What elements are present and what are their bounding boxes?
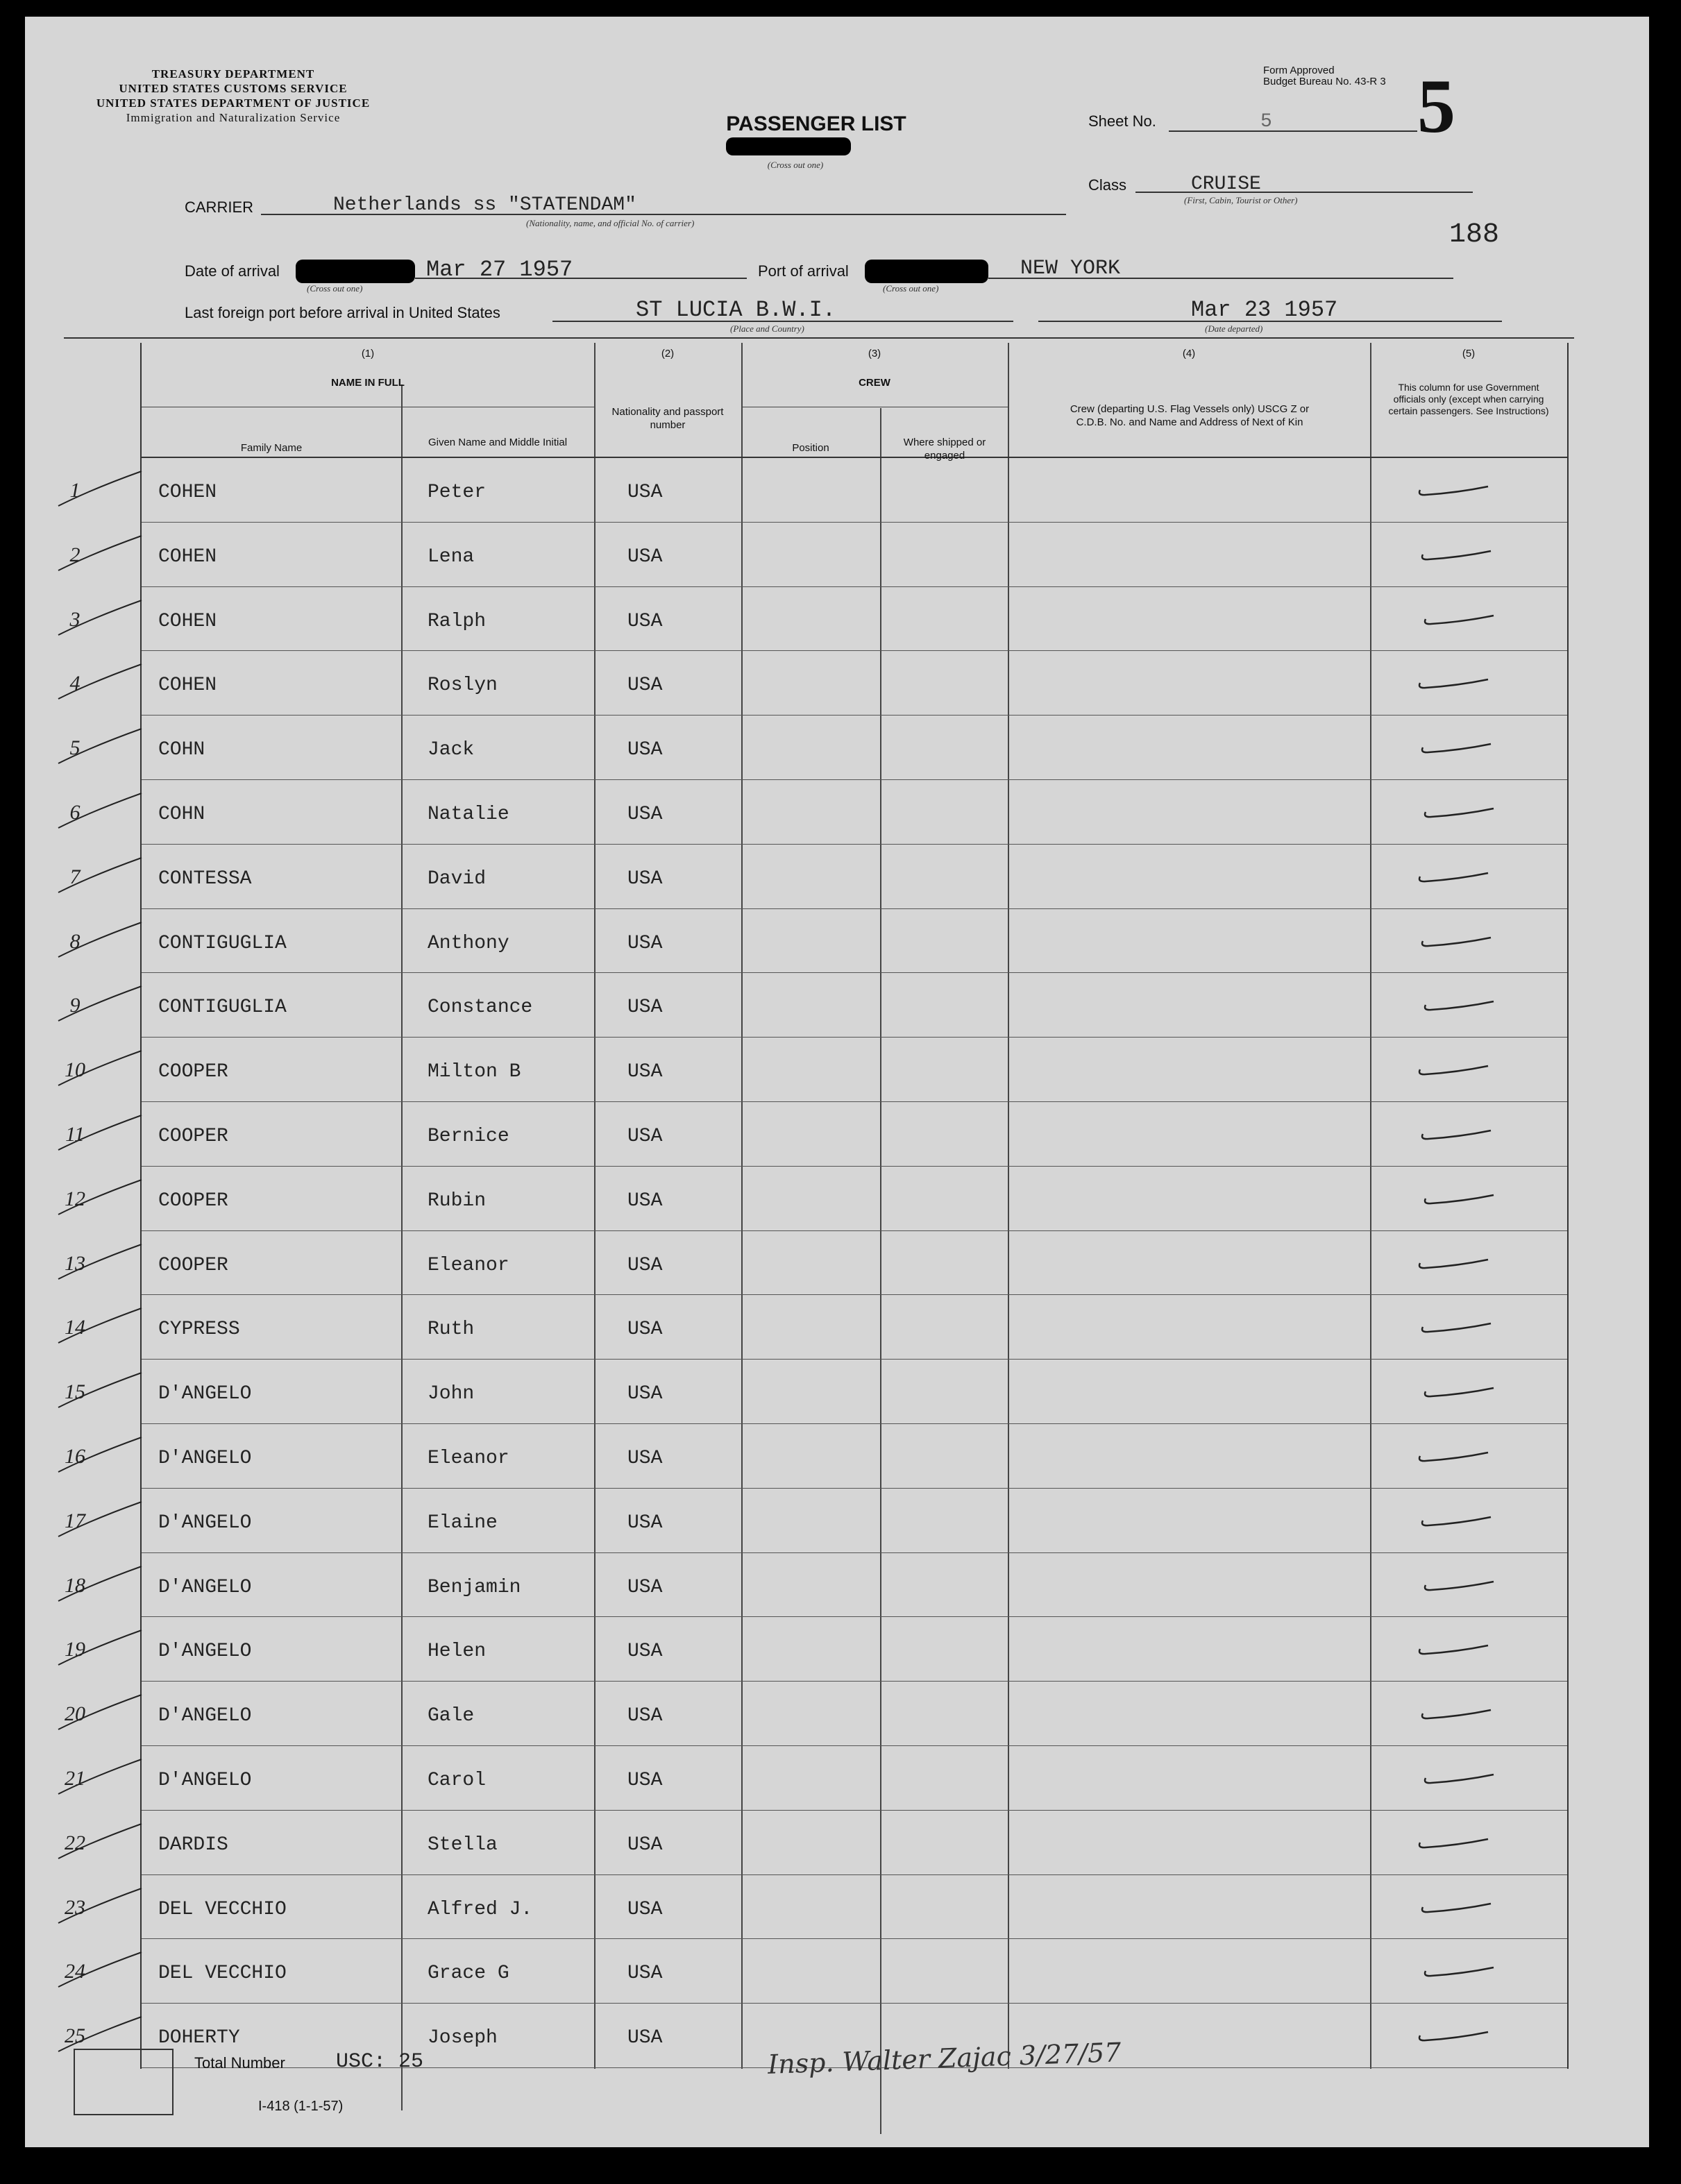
family-name: D'ANGELO — [158, 1383, 252, 1405]
redaction-mark — [726, 137, 851, 155]
nationality: USA — [627, 997, 663, 1019]
family-name: D'ANGELO — [158, 1770, 252, 1791]
nationality: USA — [627, 867, 663, 890]
date-label: Date of arrival — [185, 262, 280, 280]
date-value: Mar 27 1957 — [426, 257, 573, 282]
port-note: (Cross out one) — [883, 283, 939, 294]
table-row — [69, 587, 1567, 652]
row-number: 3 — [69, 607, 81, 631]
table-row — [65, 1553, 1567, 1618]
row-number: 5 — [69, 736, 81, 760]
col3-number: (3) — [868, 348, 881, 359]
row-number: 17 — [65, 1509, 85, 1532]
check-mark-icon — [1416, 871, 1492, 886]
family-name-header: Family Name — [240, 442, 303, 454]
col4-number: (4) — [1182, 348, 1196, 359]
check-mark-icon — [1421, 806, 1498, 822]
carrier-note: (Nationality, name, and official No. of carrier) — [526, 218, 695, 228]
row-number: 12 — [65, 1187, 85, 1210]
given-name: Peter — [428, 482, 487, 503]
given-name: Grace G — [428, 1963, 509, 1985]
table-row — [69, 716, 1567, 780]
nationality: USA — [627, 1190, 663, 1212]
row-number: 14 — [65, 1316, 85, 1339]
tally-slash-mark — [51, 1112, 149, 1153]
stamp-number: 188 — [1449, 219, 1500, 251]
dept-line-2: UNITED STATES CUSTOMS SERVICE — [119, 82, 348, 95]
tally-slash-mark — [51, 1563, 149, 1605]
form-approved: Form Approved — [1263, 65, 1335, 76]
position-header: Position — [792, 442, 829, 454]
given-name: Ruth — [428, 1319, 475, 1341]
family-name: COOPER — [158, 1190, 228, 1212]
check-mark-icon — [1416, 1064, 1492, 1079]
family-name: DARDIS — [158, 1834, 228, 1856]
tally-slash-mark — [51, 1176, 149, 1218]
given-name: Helen — [428, 1641, 487, 1663]
tally-slash-mark — [51, 1627, 149, 1668]
tally-slash-mark — [51, 854, 149, 896]
family-name: COOPER — [158, 1061, 228, 1083]
nationality: USA — [627, 1705, 663, 1727]
row-number: 13 — [65, 1251, 85, 1275]
family-name: COHN — [158, 739, 205, 761]
given-name: Constance — [428, 997, 533, 1019]
table-row — [65, 1295, 1567, 1360]
nationality: USA — [627, 1383, 663, 1405]
family-name: CONTESSA — [158, 867, 252, 890]
budget-bureau: Budget Bureau No. 43-R 3 — [1263, 76, 1386, 87]
tally-slash-mark — [51, 1434, 149, 1475]
footer-box — [74, 2049, 174, 2115]
form-approved-block — [1263, 65, 1386, 87]
given-name: Stella — [428, 1834, 498, 1856]
passenger-list-sheet — [25, 17, 1649, 2147]
col5-number: (5) — [1462, 348, 1476, 359]
table-row — [65, 1682, 1567, 1746]
row-number: 24 — [65, 1960, 85, 1983]
check-mark-icon — [1421, 613, 1498, 629]
nationality: USA — [627, 1576, 663, 1598]
check-mark-icon — [1419, 1128, 1495, 1144]
check-mark-icon — [1419, 1708, 1495, 1723]
row-number: 20 — [65, 1702, 85, 1726]
last-port-value: ST LUCIA B.W.I. — [636, 297, 836, 323]
dept-line-3: UNITED STATES DEPARTMENT OF JUSTICE — [96, 96, 371, 110]
departed-value: Mar 23 1957 — [1191, 297, 1338, 323]
tally-slash-mark — [51, 1756, 149, 1797]
nationality: USA — [627, 675, 663, 697]
tally-slash-mark — [51, 1885, 149, 1927]
page-title: PASSENGER LIST — [726, 112, 906, 135]
given-name: Roslyn — [428, 675, 498, 697]
port-label: Port of arrival — [758, 262, 849, 280]
class-value: CRUISE — [1191, 173, 1261, 195]
family-name: D'ANGELO — [158, 1705, 252, 1727]
table-row — [65, 1102, 1567, 1167]
tally-slash-mark — [51, 597, 149, 638]
table-row — [65, 1038, 1567, 1102]
tally-slash-mark — [51, 468, 149, 509]
family-name: DEL VECCHIO — [158, 1898, 287, 1920]
table-row — [69, 523, 1567, 587]
check-mark-icon — [1421, 999, 1498, 1015]
table-row — [65, 1617, 1567, 1682]
family-name: COHEN — [158, 545, 217, 568]
departed-note: (Date departed) — [1205, 323, 1263, 334]
row-number: 7 — [69, 865, 81, 888]
given-name: Joseph — [428, 2027, 498, 2049]
check-mark-icon — [1416, 1837, 1492, 1852]
nationality: USA — [627, 1061, 663, 1083]
given-name: Bernice — [428, 1126, 509, 1147]
given-name: Eleanor — [428, 1254, 509, 1276]
row-number: 4 — [69, 672, 81, 695]
given-name: Lena — [428, 545, 475, 568]
nationality: USA — [627, 1126, 663, 1147]
check-mark-icon — [1419, 1321, 1495, 1337]
table-row — [69, 909, 1567, 974]
check-mark-icon — [1419, 742, 1495, 757]
tally-slash-mark — [51, 1305, 149, 1346]
check-mark-icon — [1421, 1772, 1498, 1788]
class-underline — [1135, 192, 1473, 193]
class-label: Class — [1088, 176, 1127, 194]
col2-title: Nationality and passport number — [611, 406, 724, 431]
tally-slash-mark — [51, 1241, 149, 1283]
form-number: I-418 (1-1-57) — [258, 2099, 344, 2114]
given-name: David — [428, 867, 487, 890]
nationality: USA — [627, 2027, 663, 2049]
sheet-label: Sheet No. — [1088, 112, 1156, 130]
last-port-label: Last foreign port before arrival in United States — [185, 304, 500, 321]
family-name: CONTIGUGLIA — [158, 932, 287, 954]
nationality: USA — [627, 1512, 663, 1534]
col1-title: NAME IN FULL — [331, 377, 405, 389]
dept-line-1: TREASURY DEPARTMENT — [151, 67, 315, 81]
given-name: Milton B — [428, 1061, 521, 1083]
family-name: COHEN — [158, 675, 217, 697]
nationality: USA — [627, 545, 663, 568]
carrier-value: Netherlands ss "STATENDAM" — [333, 194, 636, 216]
row-number: 8 — [69, 929, 81, 953]
row-number: 15 — [65, 1380, 85, 1404]
check-mark-icon — [1416, 677, 1492, 693]
check-mark-icon — [1416, 1643, 1492, 1659]
check-mark-icon — [1421, 1193, 1498, 1208]
family-name: COHN — [158, 804, 205, 825]
tally-slash-mark — [51, 1949, 149, 1990]
inspector-signature: Insp. Walter Zajac 3/27/57 — [767, 2037, 1122, 2080]
nationality: USA — [627, 1319, 663, 1341]
row-number: 1 — [69, 479, 81, 502]
nationality: USA — [627, 1448, 663, 1469]
total-value: USC: 25 — [336, 2050, 424, 2074]
given-name: Ralph — [428, 610, 487, 632]
nationality: USA — [627, 482, 663, 503]
check-mark-icon — [1416, 484, 1492, 500]
family-name: COOPER — [158, 1126, 228, 1147]
table-row — [65, 1811, 1567, 1875]
table-row — [69, 458, 1567, 523]
nationality: USA — [627, 932, 663, 954]
nationality: USA — [627, 739, 663, 761]
tally-slash-mark — [51, 983, 149, 1024]
family-name: CONTIGUGLIA — [158, 997, 287, 1019]
table-row — [65, 1231, 1567, 1296]
family-name: D'ANGELO — [158, 1512, 252, 1534]
class-note: (First, Cabin, Tourist or Other) — [1184, 195, 1298, 205]
given-name: Alfred J. — [428, 1898, 533, 1920]
col4-title: Crew (departing U.S. Flag Vessels only) USCG Z or C.D.B. No. and Name and Address of Next of Kin — [1070, 403, 1310, 428]
tally-slash-mark — [51, 1498, 149, 1540]
nationality: USA — [627, 1770, 663, 1791]
carrier-label: CARRIER — [185, 198, 254, 216]
tally-slash-mark — [51, 919, 149, 960]
row-number: 2 — [69, 543, 81, 566]
given-name-header: Given Name and Middle Initial — [428, 437, 568, 448]
row-number: 25 — [65, 2024, 85, 2048]
dept-line-4: Immigration and Naturalization Service — [126, 111, 341, 124]
row-number: 21 — [65, 1767, 85, 1790]
table-row — [69, 780, 1567, 845]
row-number: 22 — [65, 1831, 85, 1854]
given-name: Anthony — [428, 932, 509, 954]
row-number: 9 — [69, 994, 81, 1017]
port-value: NEW YORK — [1020, 257, 1121, 280]
family-name: COHEN — [158, 610, 217, 632]
tally-slash-mark — [51, 1047, 149, 1089]
check-mark-icon — [1421, 1386, 1498, 1401]
row-number: 6 — [69, 801, 81, 824]
family-name: COOPER — [158, 1254, 228, 1276]
row-number: 16 — [65, 1445, 85, 1468]
last-port-note: (Place and Country) — [730, 323, 804, 334]
check-mark-icon — [1416, 1450, 1492, 1466]
given-name: Natalie — [428, 804, 509, 825]
family-name: CYPRESS — [158, 1319, 240, 1341]
given-name: Elaine — [428, 1512, 498, 1534]
check-mark-icon — [1419, 1902, 1495, 1917]
nationality: USA — [627, 1898, 663, 1920]
table-row — [65, 1939, 1567, 2004]
check-mark-icon — [1421, 1965, 1498, 1981]
nationality: USA — [627, 1254, 663, 1276]
port-redaction — [865, 260, 988, 283]
check-mark-icon — [1419, 1515, 1495, 1530]
header-rule — [64, 337, 1574, 339]
table-row — [65, 1746, 1567, 1811]
tally-slash-mark — [51, 1369, 149, 1411]
total-label: Total Number — [194, 2054, 285, 2072]
table-row — [65, 1167, 1567, 1231]
family-name: DEL VECCHIO — [158, 1963, 287, 1985]
table-row — [69, 845, 1567, 909]
col2-number: (2) — [661, 348, 675, 359]
given-name: Gale — [428, 1705, 475, 1727]
sheet-value: 5 — [1260, 111, 1272, 133]
date-note: (Cross out one) — [307, 283, 363, 294]
given-name: Eleanor — [428, 1448, 509, 1469]
check-mark-icon — [1419, 936, 1495, 951]
table-row — [69, 973, 1567, 1038]
where-header: Where shipped or engaged — [903, 437, 986, 462]
table-row — [69, 651, 1567, 716]
date-redaction — [296, 260, 415, 283]
tally-slash-mark — [51, 1691, 149, 1733]
tally-slash-mark — [51, 1820, 149, 1862]
given-name: Rubin — [428, 1190, 487, 1212]
row-number: 10 — [65, 1058, 85, 1082]
nationality: USA — [627, 610, 663, 632]
check-mark-icon — [1416, 1258, 1492, 1273]
tally-slash-mark — [51, 725, 149, 767]
given-name: John — [428, 1383, 475, 1405]
tally-slash-mark — [51, 532, 149, 574]
given-name: Benjamin — [428, 1576, 521, 1598]
col3-title: CREW — [859, 377, 890, 389]
table-row — [65, 1489, 1567, 1553]
col1-number: (1) — [361, 348, 375, 359]
passenger-table — [65, 343, 1569, 2069]
family-name: D'ANGELO — [158, 1641, 252, 1663]
row-number: 19 — [65, 1638, 85, 1661]
given-name: Carol — [428, 1770, 487, 1791]
nationality: USA — [627, 1834, 663, 1856]
nationality: USA — [627, 804, 663, 825]
table-row — [65, 1424, 1567, 1489]
check-mark-icon — [1419, 549, 1495, 564]
department-block — [81, 67, 386, 125]
nationality: USA — [627, 1963, 663, 1985]
family-name: DOHERTY — [158, 2027, 240, 2049]
table-row — [65, 1360, 1567, 1424]
check-mark-icon — [1421, 1580, 1498, 1595]
check-mark-icon — [1416, 2030, 1492, 2045]
row-number: 11 — [65, 1123, 85, 1146]
tally-slash-mark — [51, 661, 149, 702]
sheet-big-number: 5 — [1417, 64, 1455, 149]
tally-slash-mark — [51, 790, 149, 831]
title-note: (Cross out one) — [767, 160, 824, 170]
given-name: Jack — [428, 739, 475, 761]
row-number: 23 — [65, 1895, 85, 1919]
col5-title: This column for use Government officials only (except when carrying certain passengers. See Instructions) — [1388, 382, 1549, 416]
table-row — [65, 1875, 1567, 1940]
row-number: 18 — [65, 1573, 85, 1597]
family-name: D'ANGELO — [158, 1576, 252, 1598]
family-name: D'ANGELO — [158, 1448, 252, 1469]
sheet-underline — [1169, 130, 1417, 132]
nationality: USA — [627, 1641, 663, 1663]
family-name: COHEN — [158, 482, 217, 503]
